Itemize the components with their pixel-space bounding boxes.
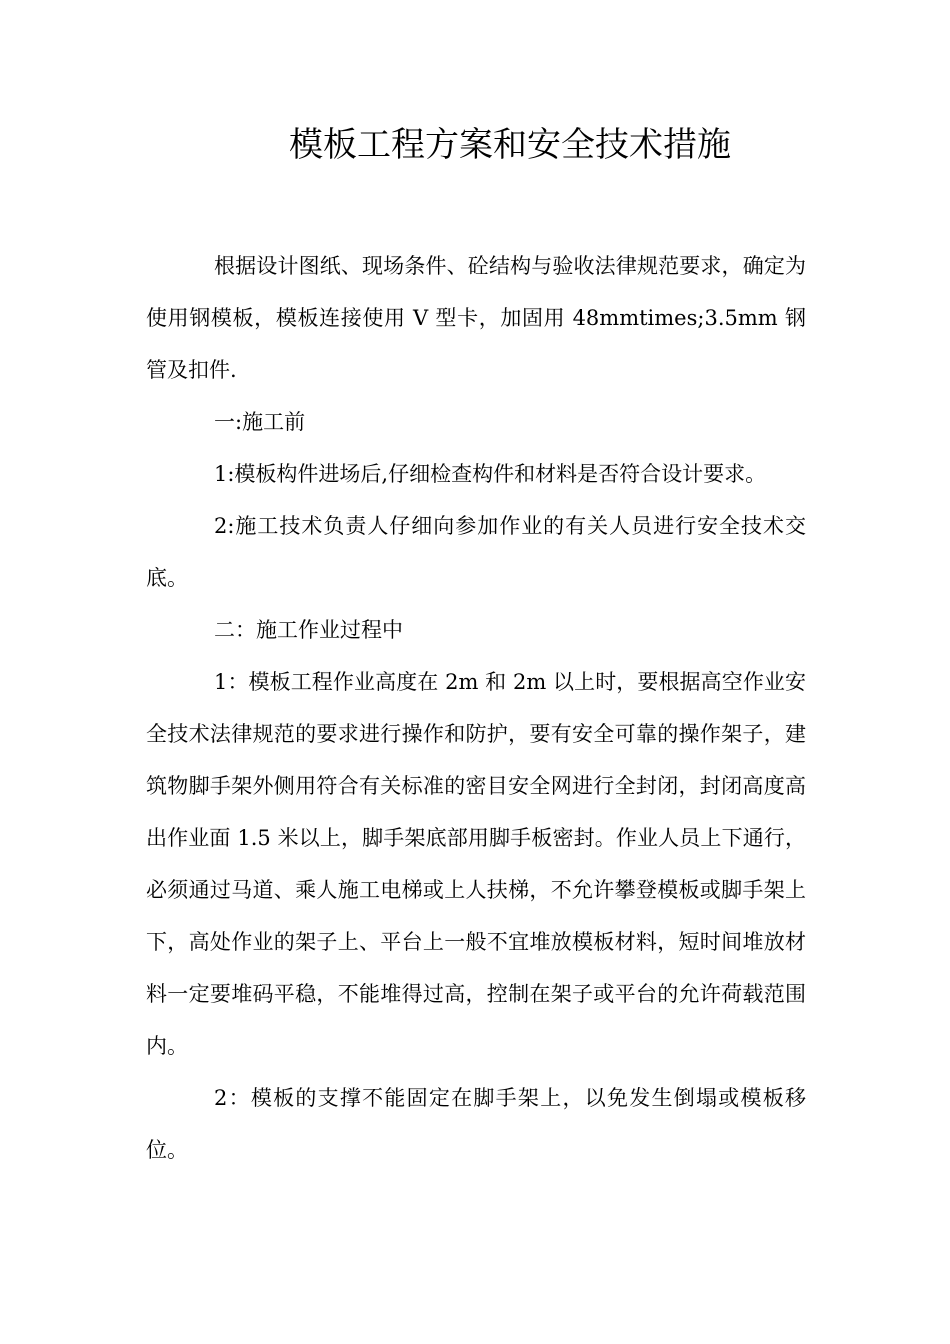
paragraph-intro: 根据设计图纸、现场条件、砼结构与验收法律规范要求，确定为使用钢模板，模板连接使用 V 型卡，加固用 48mmtimes;3.5mm 钢管及扣件. — [146, 254, 806, 382]
paragraph-before-2: 2:施工技术负责人仔细向参加作业的有关人员进行安全技术交底。 — [146, 514, 806, 590]
document-title: 模板工程方案和安全技术措施 — [289, 125, 731, 165]
paragraph-during-2: 2：模板的支撑不能固定在脚手架上，以免发生倒塌或模板移位。 — [146, 1086, 806, 1162]
document-body — [146, 240, 806, 1176]
section-heading-before-construction: 一:施工前 — [214, 410, 306, 434]
section-heading-during-construction: 二：施工作业过程中 — [214, 618, 403, 642]
paragraph-before-1: 1:模板构件进场后,仔细检查构件和材料是否符合设计要求。 — [214, 462, 767, 486]
paragraph-during-1: 1：模板工程作业高度在 2m 和 2m 以上时，要根据高空作业安全技术法律规范的要求进行操作和防护，要有安全可靠的操作架子，建筑物脚手架外侧用符合有关标准的密目安全网进行全封闭，封闭高度高出作业面 1.5 米以上，脚手架底部用脚手板密封。作业人员上下通行，必须通过马道、乘人施工电梯或上人扶梯，不允许攀登模板或脚手架上下，高处作业的架子上、平台上一般不宜堆放模板材料，短时间堆放材料一定要堆码平稳，不能堆得过高，控制在架子或平台的允许荷载范围内。 — [146, 670, 806, 1058]
